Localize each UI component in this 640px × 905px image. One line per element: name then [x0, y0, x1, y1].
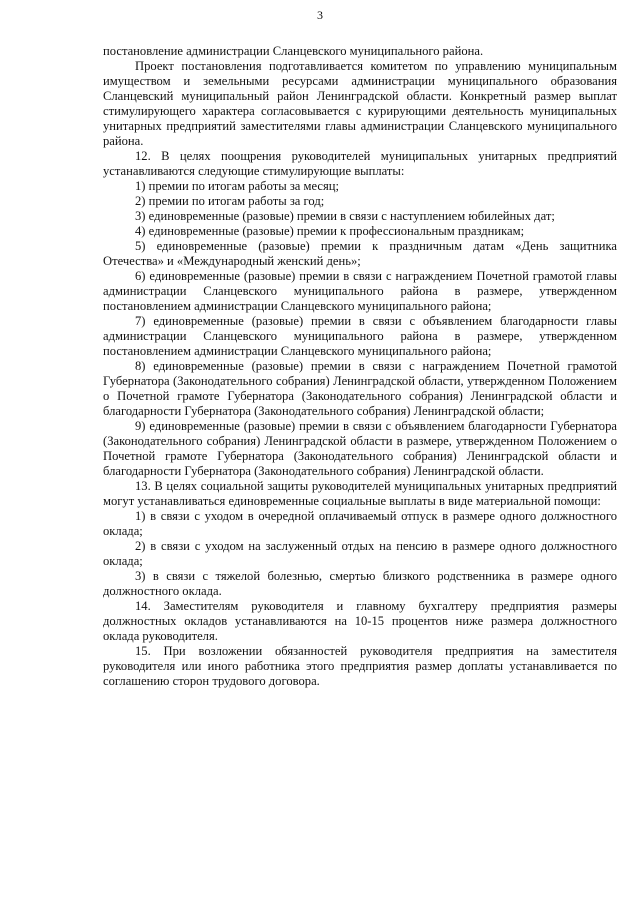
list-item-12-5: 5) единовременные (разовые) премии к праздничным датам «День защитника Отечества» и «Международный женский день»; [103, 239, 617, 268]
list-item-12-9: 9) единовременные (разовые) премии в связи с объявлением благодарности Губернатора (Законодательного собрания) Ленинградской области в размере, утвержденном Положением о Почетной грамоте Губернатора (Законодательного собрания) Ленинградской области и благодарности Губернатора (Законодательного собрания) Ленинградской области. [103, 419, 617, 478]
document-body [103, 44, 617, 689]
list-item-12-7: 7) единовременные (разовые) премии в связи с объявлением благодарности главы администрации Сланцевского муниципального района в размере, утвержденном постановлением администрации Сланцевского муниципального района; [103, 314, 617, 358]
paragraph-14: 14. Заместителям руководителя и главному бухгалтеру предприятия размеры должностных окладов устанавливаются на 10-15 процентов ниже размера должностного оклада руководителя. [103, 599, 617, 643]
list-item-12-2: 2) премии по итогам работы за год; [135, 194, 325, 208]
list-item-13-3: 3) в связи с тяжелой болезнью, смертью близкого родственника в размере одного должностного оклада. [103, 569, 617, 598]
list-item-12-1: 1) премии по итогам работы за месяц; [135, 179, 340, 193]
paragraph-12-heading: 12. В целях поощрения руководителей муниципальных унитарных предприятий устанавливаются следующие стимулирующие выплаты: [103, 149, 617, 178]
page-number: 3 [317, 8, 323, 22]
paragraph-project-preparation: Проект постановления подготавливается комитетом по управлению муниципальным имуществом и земельными ресурсами администрации муниципального образования Сланцевский муниципальный район Ленинградской области. Конкретный размер выплат стимулирующего характера согласовывается с курирующими деятельность муниципальных унитарных предприятий заместителями главы администрации Сланцевского муниципального района. [103, 59, 617, 148]
paragraph-15: 15. При возложении обязанностей руководителя предприятия на заместителя руководителя или иного работника этого предприятия размер доплаты устанавливается по соглашению сторон трудового договора. [103, 644, 617, 688]
list-item-13-1: 1) в связи с уходом в очередной оплачиваемый отпуск в размере одного должностного оклада; [103, 509, 617, 538]
list-item-12-4: 4) единовременные (разовые) премии к профессиональным праздникам; [135, 224, 525, 238]
list-item-12-6: 6) единовременные (разовые) премии в связи с награждением Почетной грамотой главы администрации Сланцевского муниципального района в размере, утвержденном постановлением администрации Сланцевского муниципального района; [103, 269, 617, 313]
list-item-12-8: 8) единовременные (разовые) премии в связи с награждением Почетной грамотой Губернатора (Законодательного собрания) Ленинградской области, утвержденном Положением о Почетной грамоте Губернатора (Законодательного собрания) Ленинградской области и благодарности Губернатора (Законодательного собрания) Ленинградской области; [103, 359, 617, 418]
paragraph-continuation: постановление администрации Сланцевского муниципального района. [103, 44, 484, 58]
paragraph-13-heading: 13. В целях социальной защиты руководителей муниципальных унитарных предприятий могут устанавливаться единовременные социальные выплаты в виде материальной помощи: [103, 479, 617, 508]
list-item-13-2: 2) в связи с уходом на заслуженный отдых на пенсию в размере одного должностного оклада; [103, 539, 617, 568]
list-item-12-3: 3) единовременные (разовые) премии в связи с наступлением юбилейных дат; [135, 209, 555, 223]
